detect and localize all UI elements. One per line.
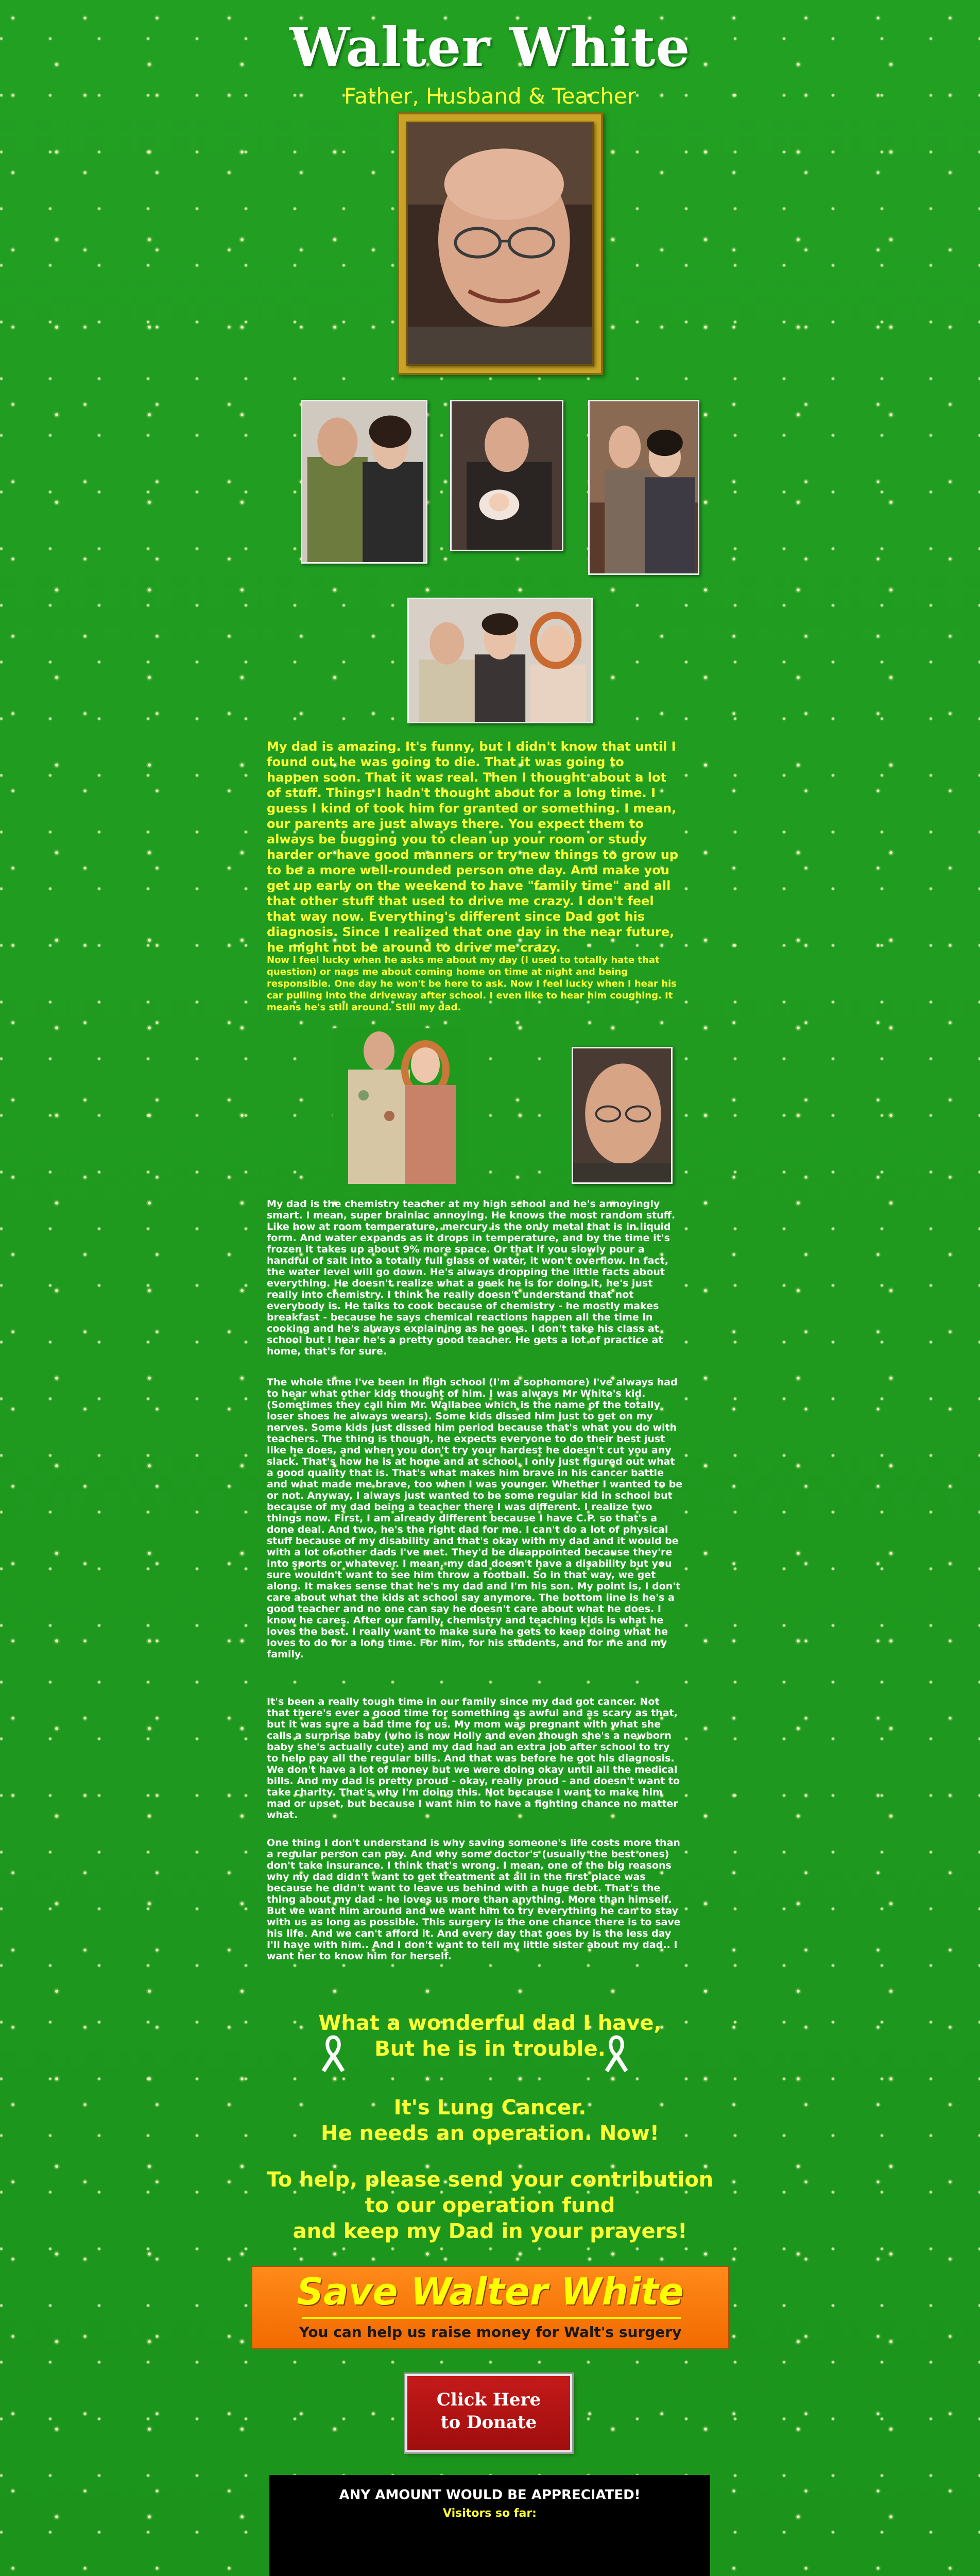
family-portrait-photo: [407, 598, 593, 723]
plea-line-2: But he is in trouble.: [374, 2037, 606, 2061]
main-photo-frame: [397, 112, 603, 375]
right-ribbon-icon: [604, 2035, 629, 2073]
walt-with-son-photo: [588, 400, 699, 575]
page-subtitle: Father, Husband & Teacher: [343, 83, 637, 109]
visitor-counter-label: Visitors so far:: [443, 2507, 537, 2520]
plea-line-3: It's Lung Cancer.: [393, 2096, 587, 2120]
walt-and-skyler-photo: [333, 1028, 467, 1184]
plea-line-4: He needs an operation. Now!: [320, 2122, 660, 2145]
donate-line-1: Click Here: [436, 2389, 541, 2410]
donate-button[interactable]: [405, 2374, 572, 2452]
appreciation-text: ANY AMOUNT WOULD BE APPRECIATED!: [339, 2487, 641, 2503]
banner-divider: [302, 2317, 681, 2319]
intro-paragraph: My dad is amazing. It's funny, but I didn't know that until I found out he was going to die. That it was going to happen soon. That it was real. Then I thought about a lot of stuff. Things I hadn't thought about for a long time. I guess I kind of took him for granted or something. I mean, our parents are just always there. You expect them to always be bugging you to clean up your room or study harder or have good manners or try new things to grow up to be a more well-rounded person one day. And make you get up early on the weekend to have "family time" and all that other stuff that used to drive me crazy. I don't feel that way now. Everything's different since Dad got his diagnosis. Since I realized that one day in the near future, he might not be around to drive me crazy.: [267, 739, 679, 955]
banner-title: Save Walter White: [297, 2270, 684, 2313]
story-paragraph-1: My dad is the chemistry teacher at my high school and he's annoyingly smart. I mean, super brainiac annoying. He knows the most random stuff. Like how at room temperature, mercury is the only metal that is in liquid form. And water expands as it drops in temperature, and by the time it's frozen it takes up about 9% more space. Or that if you slowly pour a handful of salt into a totally full glass of water, it won't overflow. In fact, the water level will go down. He's always dropping the little facts about everything. He doesn't realize what a geek he is for doing it, he's just really into chemistry. I think he really doesn't understand that not everybody is. He talks to cook because of chemistry - he mostly makes breakfast - because he says chemical reactions happen all the time in cooking and he's always explaining as he goes. I don't take his class at school but I hear he's a pretty good teacher. He gets a lot of practice at home, that's for sure.: [267, 1198, 676, 1357]
plea-line-5: To help, please send your contribution: [266, 2168, 714, 2192]
walt-jr-with-friend-photo: [301, 400, 427, 564]
plea-line-6: to our operation fund: [365, 2194, 615, 2217]
walt-closeup-photo: [572, 1047, 673, 1184]
intro-paragraph-2: Now I feel lucky when he asks me about my day (I used to totally hate that question) or nags me about coming home on time at night and being responsible. One day he won't be here to ask. Now I feel lucky when I hear his car pulling into the driveway after school. I even like to hear him coughing. It means he's still around. Still my dad.: [267, 955, 677, 1013]
walter-portrait-photo: [406, 122, 594, 366]
story-paragraph-2: The whole time I've been in high school (I'm a sophomore) I've always had to hear what other kids thought of him. I was always Mr White's kid. (Sometimes they call him Mr. Wallabee which is the name of the totally loser shoes he always wears). Some kids dissed him just to get on my nerves. Some kids just dissed him period because that's what you do with teachers. The thing is though, he expects everyone to do their best just like he does, and when you don't try your hardest he doesn't cut you any slack. That's how he is at home and at school. I only just figured out what a good quality that is. That's what makes him brave in his cancer battle and what made me brave, too when I was younger. Whether I wanted to be or not. Anyway, I always just wanted to be some regular kid in school but because of my dad being a teacher there I was different. I realize two things now. First, I am already different because I have C.P. so that's a done deal. And two, he's the right dad for me. I can't do a lot of physical stuff because of my disability and that's okay with my dad and it would be with a lot of other dads I've met. They'd be disappointed because they're into sports or whatever. I mean, my dad doesn't have a disability but you sure wouldn't want to see him throw a football. So in that way, we get along. It makes sense that he's my dad and I'm his son. My point is, I don't care about what the kids at school say anymore. The bottom line is he's a good teacher and no one can say he doesn't care about what he does. I know he cares. After our family, chemistry and teaching kids is what he loves the best. I really want to make sure he gets to keep doing what he loves to do for a long time. For him, for his students, and for me and my family.: [267, 1377, 683, 1660]
story-paragraph-3: It's been a really tough time in our family since my dad got cancer. Not that there's ever a good time for something as awful and as scary as that, but it was sure a bad time for us. My mom was pregnant with what she calls a surprise baby (who is now Holly and even though she's a newborn baby she's actually cute) and my dad had an extra job after school to try to help pay all the regular bills. And that was before he got his diagnosis. We don't have a lot of money but we were doing okay until all the medical bills. And my dad is pretty proud - okay, really proud - and doesn't want to take charity. That's why I'm doing this. Not because I want to make him mad or upset, but because I want him to have a fighting chance no matter what.: [267, 1696, 680, 1821]
plea-line-7: and keep my Dad in your prayers!: [293, 2219, 687, 2243]
story-paragraph-4: One thing I don't understand is why saving someone's life costs more than a regular person can pay. And why some doctor's (usually the best ones) don't take insurance. I think that's wrong. I mean, one of the big reasons why my dad didn't want to get treatment at all in the first place was because he didn't want to leave us behind with a huge debt. That's the thing about my dad - he loves us more than anything. More than himself. But we want him around and we want him to try everything he can to stay with us as long as possible. This surgery is the one chance there is to save his life. And we can't afford it. And every day that goes by is the less day I'll have with him.. And I don't want to tell my little sister about my dad.. I want her to know him for herself.: [267, 1837, 681, 1962]
banner-subtitle: You can help us raise money for Walt's surgery: [299, 2324, 682, 2341]
left-ribbon-icon: [320, 2035, 346, 2073]
plea-line-1: What a wonderful dad I have,: [318, 2011, 662, 2035]
donate-line-2: to Donate: [440, 2412, 537, 2433]
save-walter-banner[interactable]: [251, 2266, 729, 2349]
walt-holding-baby-photo: [450, 400, 563, 551]
page-title: Walter White: [289, 15, 691, 79]
visitor-counter-box: [269, 2475, 710, 2576]
